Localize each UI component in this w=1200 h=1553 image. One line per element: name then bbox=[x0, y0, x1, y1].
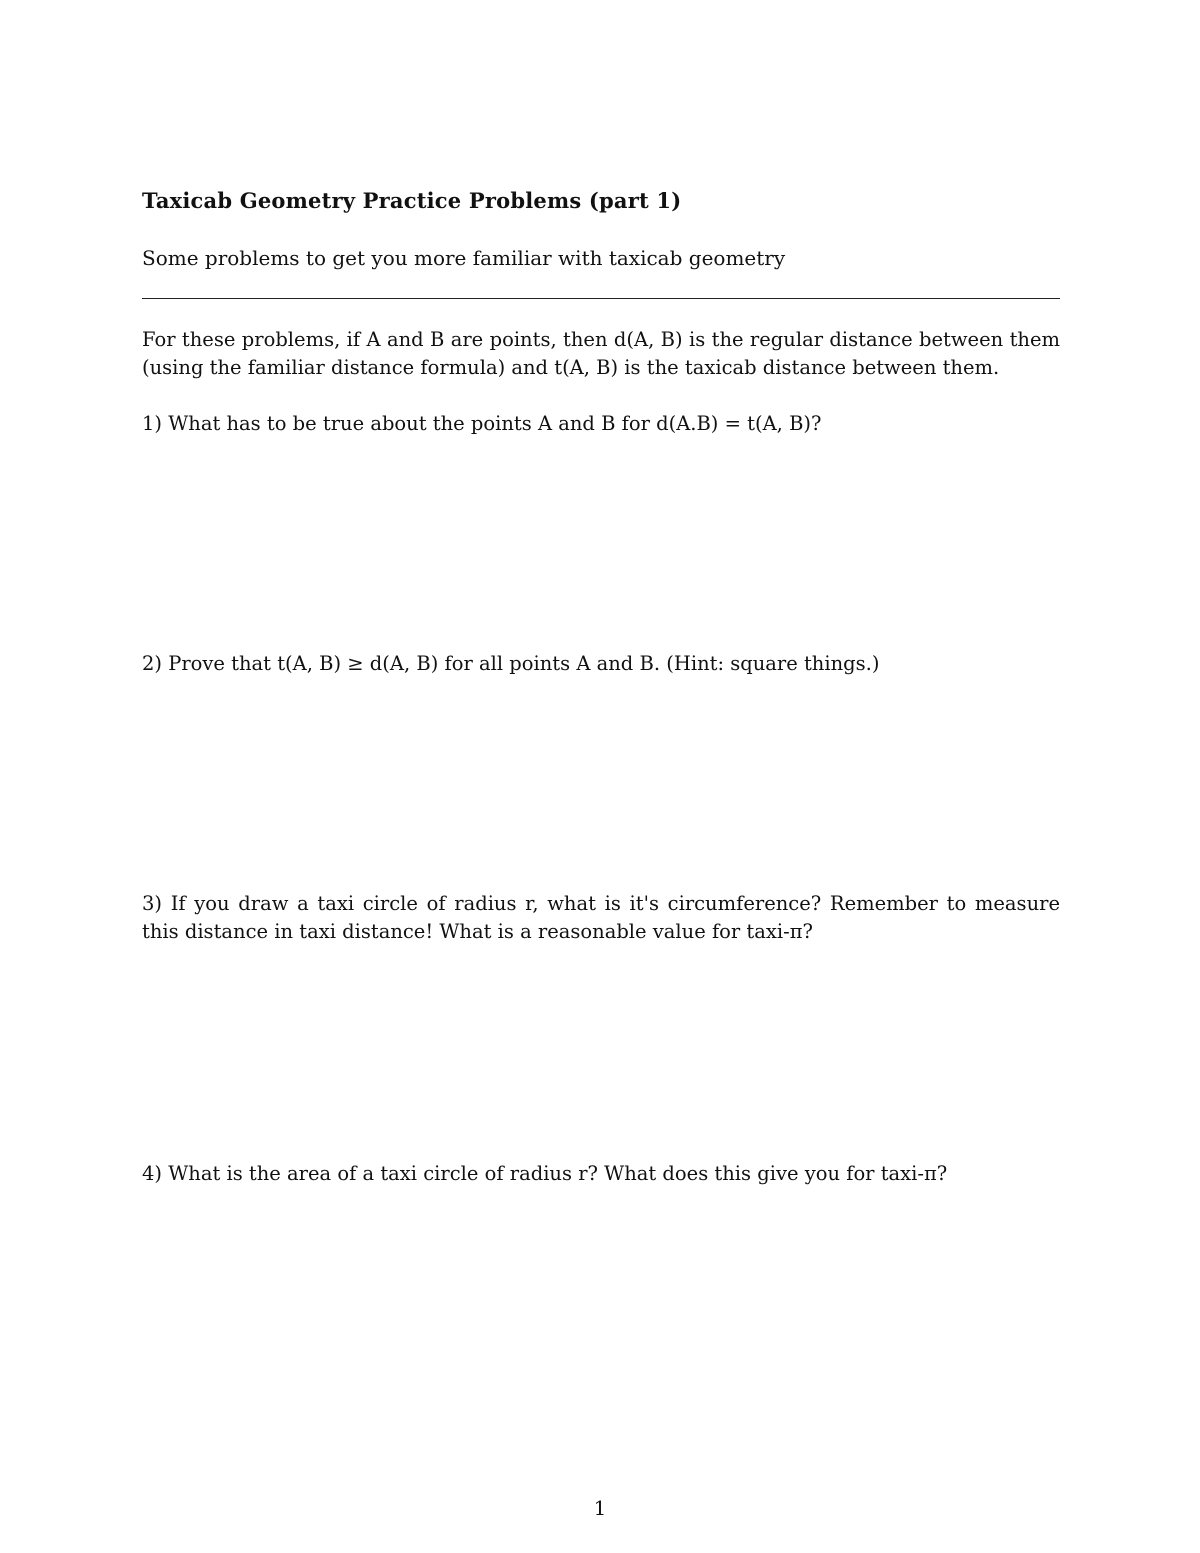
problem-text: 2) Prove that t(A, B) ≥ d(A, B) for all points A and B. (Hint: square things.) bbox=[142, 652, 880, 675]
intro-line: (using the familiar distance formula) and t(A, B) is the taxicab distance between them. bbox=[142, 356, 1000, 379]
problem-text: this distance in taxi distance! What is a reasonable value for taxi-π? bbox=[142, 920, 813, 943]
intro-line: For these problems, if A and B are points, then d(A, B) is the regular distance between them bbox=[142, 328, 1060, 351]
problem-2 bbox=[142, 650, 1060, 678]
problem-text: 3) If you draw a taxi circle of radius r, what is it's circumference? Remember to measure bbox=[142, 892, 1060, 915]
problem-text: 1) What has to be true about the points A and B for d(A.B) = t(A, B)? bbox=[142, 412, 822, 435]
page-title: Taxicab Geometry Practice Problems (part 1) bbox=[142, 188, 682, 213]
problem-4 bbox=[142, 1160, 1060, 1188]
page-subtitle: Some problems to get you more familiar with taxicab geometry bbox=[142, 246, 786, 270]
problem-3 bbox=[142, 890, 1060, 946]
page-number: 1 bbox=[593, 1496, 607, 1520]
horizontal-divider bbox=[142, 298, 1060, 299]
problem-text: 4) What is the area of a taxi circle of radius r? What does this give you for taxi-π? bbox=[142, 1162, 948, 1185]
problem-1 bbox=[142, 410, 1060, 438]
intro-paragraph bbox=[142, 326, 1060, 382]
